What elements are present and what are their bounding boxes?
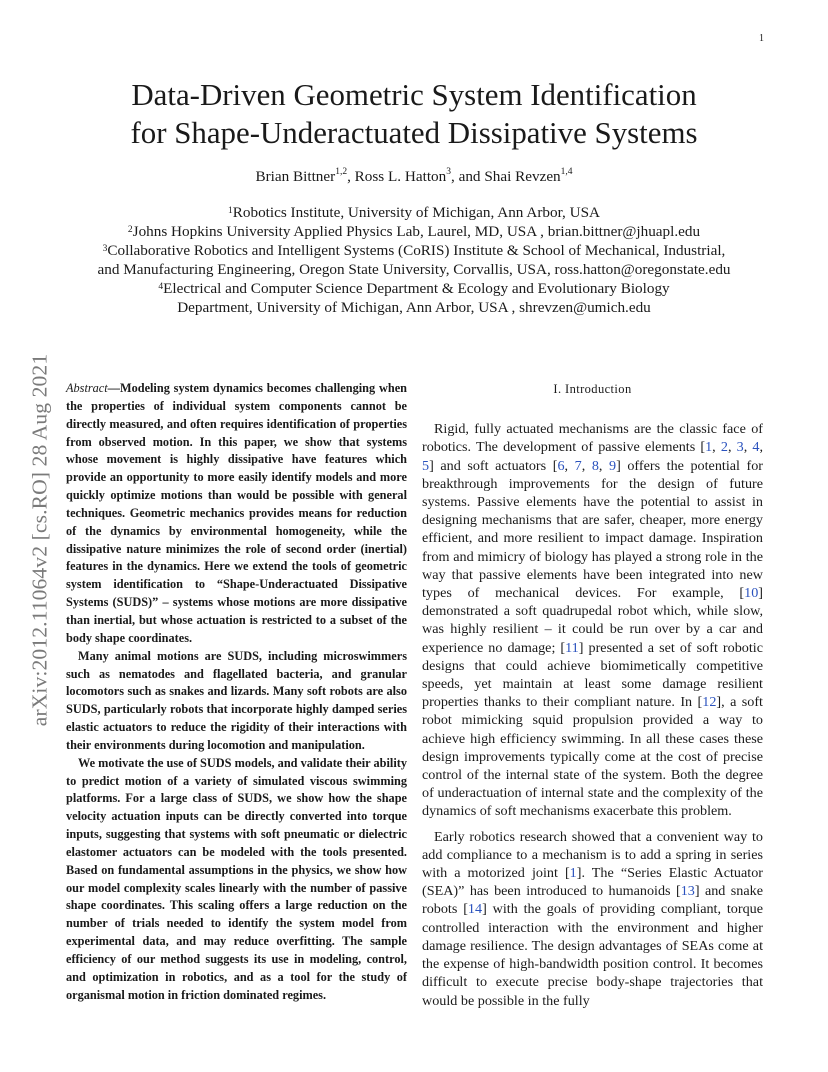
- intro-paragraph-2: [422, 828, 763, 1010]
- body-text: ,: [743, 439, 753, 456]
- paper-title: [0, 76, 828, 152]
- affiliation-mark: 1: [228, 206, 233, 216]
- citation-link[interactable]: 1: [705, 439, 713, 456]
- body-text: ] with the goals of providing compliant, torque controlled interaction with the environment and higher damage resilience. The design advantages of SEAs come at the expense of high-bandwidth position control. It becomes difficult to execute precise body-shape trajectories that would be possible in the fully: [422, 901, 763, 1009]
- author-name: Shai Revzen: [484, 168, 561, 185]
- citation-link[interactable]: 11: [565, 639, 579, 656]
- body-text: ] and soft actuators [: [429, 457, 558, 474]
- affiliation-text: Electrical and Computer Science Department & Ecology and Evolutionary Biology: [163, 280, 670, 297]
- body-text: ] offers the potential for breakthrough improvements for the design of future systems. Passive elements have the potential to assist in designing mechanisms that are safer, cheaper, more energy efficient, and more resilient to impact damage. Inspiration from and mimicry of biology has played a strong role in the way that passive elements have been integrated into new types of mechanical devices. For example, [: [422, 457, 764, 602]
- body-text: Rigid, fully actuated mechanisms are the classic face of robotics. The development of passive elements [: [422, 421, 763, 456]
- body-text: ] and snake robots [: [422, 883, 763, 918]
- body-text: ,: [712, 439, 721, 456]
- citation-link[interactable]: 7: [574, 457, 582, 474]
- affiliation-mark: 2: [127, 225, 133, 235]
- author-affiliation-mark: 1,2: [335, 167, 348, 177]
- abstract-paragraph-2: Many animal motions are SUDS, including microswimmers such as nematodes and flagellated bacteria, and granular locomotors such as snakes and lizards. Many soft robots are also SUDS, particularly robots that incorporate highly damped series elastic actuators to reduce the rigidity of their interactions with their environments during locomotion and manipulation.: [66, 648, 407, 752]
- title-line-1: Data-Driven Geometric System Identification: [131, 77, 697, 112]
- affiliation-mark: 4: [158, 282, 164, 292]
- citation-link[interactable]: 2: [720, 439, 728, 456]
- author-affiliation-mark: 1,4: [560, 167, 573, 177]
- affiliations: [20, 203, 808, 317]
- body-text: ]. The “Series Elastic Actuator (SEA)” has been introduced to humanoids [: [422, 865, 763, 900]
- citation-link[interactable]: 14: [467, 901, 483, 918]
- author-name: Brian Bittner: [255, 168, 336, 185]
- author-name: Ross L. Hatton: [354, 168, 447, 185]
- affiliation-line: [20, 241, 808, 260]
- citation-link[interactable]: 10: [744, 585, 759, 602]
- body-text: ,: [598, 457, 609, 474]
- abstract-paragraph-3: We motivate the use of SUDS models, and validate their ability to predict motion of a variety of simulated viscous swimming platforms. For a large class of SUDS, we show how the shape velocity actuation inputs can be directly converted into torque inputs, suggesting that systems with soft pneumatic or dielectric elastomer actuators can be modeled with the tools presented. Based on fundamental assumptions in the physics, we show how our model complexity scales linearly with the number of passive shape coordinates. This scaling offers a large reduction on the number of trials needed to identify the system model from experimental data, and may reduce overfitting. The sample efficiency of our method suggests its use in modeling, control, and optimization in robotics, and as a tool for the study of organismal motion in friction dominated regimes.: [66, 755, 407, 1002]
- body-text: ,: [727, 439, 737, 456]
- body-text: Early robotics research showed that a convenient way to add compliance to a mechanism is to add a spring in series with a motorized joint [: [422, 828, 763, 882]
- arxiv-stamp: arXiv:2012.11064v2 [cs.RO] 28 Aug 2021: [27, 353, 52, 727]
- citation-link[interactable]: 12: [702, 694, 717, 711]
- page-number: 1: [759, 33, 764, 44]
- author-affiliation-mark: 3: [446, 167, 451, 177]
- citation-link[interactable]: 1: [569, 865, 577, 882]
- title-line-2: for Shape-Underactuated Dissipative Systems: [130, 115, 698, 150]
- affiliation-text: Johns Hopkins University Applied Physics Lab, Laurel, MD, USA , brian.bittner@jhuapl.edu: [132, 223, 701, 240]
- section-heading: I. Introduction: [553, 382, 632, 396]
- author-list: Brian Bittner$^{1,2}$, Ross L. Hatton$^3$, and Shai Revzen$^{1,4}$: [255, 167, 573, 185]
- affiliation-text: and Manufacturing Engineering, Oregon State University, Corvallis, USA, ross.hatton@oregonstate.edu: [97, 261, 731, 278]
- affiliation-line: [20, 279, 808, 298]
- affiliation-text: Department, University of Michigan, Ann Arbor, USA , shrevzen@umich.edu: [177, 299, 651, 316]
- body-text: ,: [759, 439, 764, 456]
- introduction-column: [422, 380, 763, 1010]
- citation-link[interactable]: 13: [680, 883, 695, 900]
- body-text: ,: [564, 457, 575, 474]
- affiliation-line: [20, 298, 808, 317]
- affiliation-text: Collaborative Robotics and Intelligent Systems (CoRIS) Institute & School of Mechanical, Industrial,: [107, 242, 726, 259]
- abstract-paragraph-1: [66, 380, 407, 648]
- affiliation-line: [20, 203, 808, 222]
- citation-link[interactable]: 5: [422, 457, 430, 474]
- citation-link[interactable]: 9: [609, 457, 617, 474]
- abstract-text: —Modeling system dynamics becomes challenging when the properties of individual system components cannot be directly measured, and often requires identification of properties from observed motion. In this paper, we show that systems whose movement is highly dissipative have features which provide an opportunity to more easily identify models and more quickly optimize motions than would be possible with general techniques. Geometric mechanics provides means for reduction of the dynamics by environmental homogeneity, while the dissipative nature minimizes the role of second order (inertial) features in the dynamics. Here we extend the tools of geometric system identification to “Shape-Underactuated Dissipative Systems (SUDS)” – systems whose motions are more dissipative than inertial, but whose actuation is restricted to a subset of the body shape coordinates.: [66, 381, 407, 645]
- abstract-column: [66, 380, 407, 1005]
- body-text: ,: [581, 457, 592, 474]
- citation-link[interactable]: 4: [752, 439, 760, 456]
- citation-link[interactable]: 3: [736, 439, 744, 456]
- body-text: ], a soft robot mimicking squid propulsion provided a way to achieve high efficiency swimming. In all these cases these design improvements typically come at the cost of precise control of the internal state of the system. Both the degree of underactuation of internal state and the complexity of the dynamics of soft mechanisms exacerbate this problem.: [422, 694, 763, 820]
- citation-link[interactable]: 6: [557, 457, 565, 474]
- body-text: ] presented a set of soft robotic designs that could achieve biomimetically competitive speeds, yet maintain at least some damage resilient properties thanks to their compliant nature. In [: [422, 639, 763, 711]
- abstract-label: Abstract: [66, 381, 108, 395]
- citation-link[interactable]: 8: [591, 457, 599, 474]
- body-text: ] demonstrated a soft quadrupedal robot which, while slow, was highly resilient – it could be run over by a car and experience no damage; [: [422, 585, 763, 656]
- affiliation-line: [20, 222, 808, 241]
- affiliation-mark: 3: [102, 244, 108, 254]
- affiliation-line: [20, 260, 808, 279]
- affiliation-text: Robotics Institute, University of Michigan, Ann Arbor, USA: [232, 204, 600, 221]
- intro-paragraph-1: [422, 420, 763, 820]
